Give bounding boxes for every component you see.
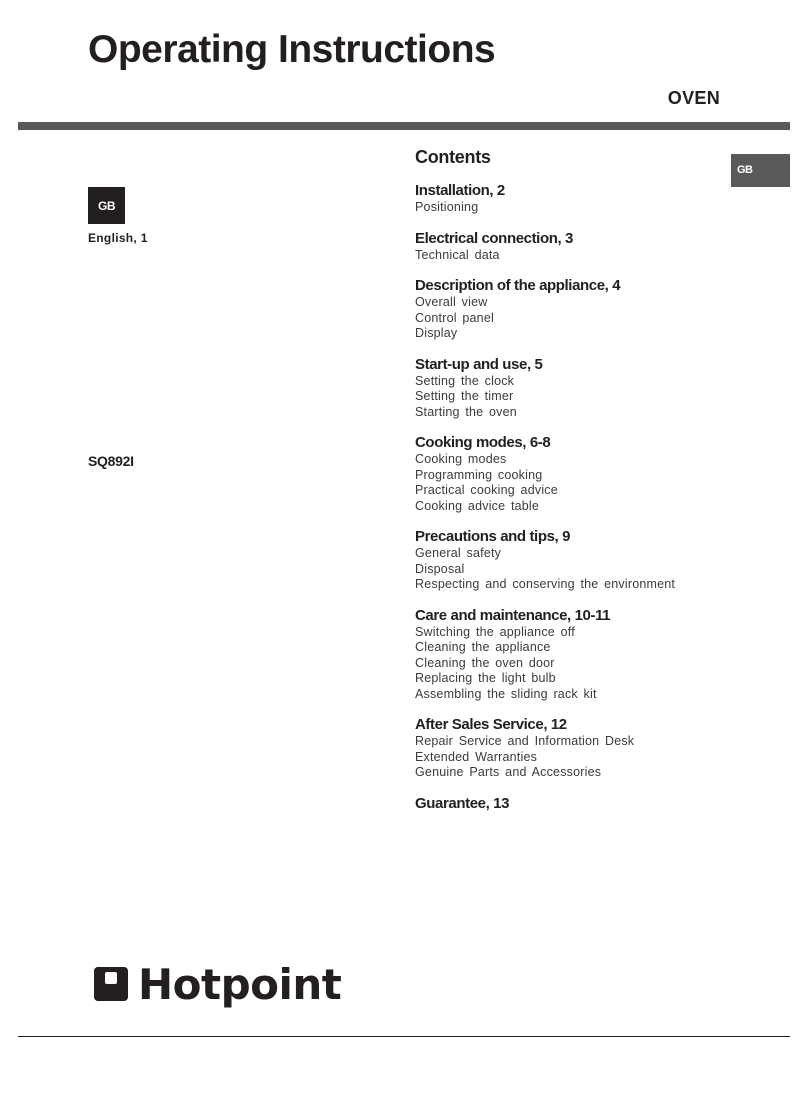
contents-subsection: Replacing the light bulb <box>415 671 556 685</box>
contents-subsection: Setting the timer <box>415 389 514 403</box>
contents-section-title: Care and maintenance, 10-11 <box>415 606 611 624</box>
contents-subsection: Cooking modes <box>415 452 507 466</box>
contents-subsection: Setting the clock <box>415 373 515 388</box>
contents-section-title: Cooking modes, 6-8 <box>415 434 551 451</box>
contents-section-title: After Sales Service, 12 <box>415 716 567 733</box>
contents-section-title: Guarantee, 13 <box>415 794 510 812</box>
contents-section-title: Electrical connection, 3 <box>415 229 573 247</box>
contents-subsection: General safety <box>415 546 502 560</box>
language-side-tab: GB <box>731 154 790 187</box>
contents-section <box>415 356 715 421</box>
brand-logo <box>94 959 342 1009</box>
contents-section <box>415 182 715 216</box>
model-number: SQ892I <box>88 453 134 469</box>
product-type: OVEN <box>667 88 720 108</box>
contents-subsection: Repair Service and Information Desk <box>415 734 635 748</box>
contents-section-title: Installation, 2 <box>415 182 505 199</box>
contents-subsection: Genuine Parts and Accessories <box>415 765 602 779</box>
contents-subsection: Respecting and conserving the environment <box>415 577 676 591</box>
contents-subsection: Control panel <box>415 310 494 325</box>
page-title: Operating Instructions <box>88 28 496 71</box>
contents-subsection: Display <box>415 326 458 340</box>
contents-subsection: Overall view <box>415 295 488 309</box>
contents-subsection: Disposal <box>415 561 465 576</box>
language-entry: English, 1 <box>88 231 148 245</box>
language-badge: GB <box>88 187 125 224</box>
contents-sections <box>415 182 715 813</box>
contents-subsection: Positioning <box>415 200 479 214</box>
contents-section <box>415 277 715 342</box>
brand-logo-text: Hotpoint <box>138 959 342 1009</box>
contents-subsection: Cleaning the appliance <box>415 640 551 654</box>
contents-section <box>415 607 715 703</box>
contents-subsection: Starting the oven <box>415 404 517 419</box>
contents-section-title: Precautions and tips, 9 <box>415 528 571 545</box>
contents-section <box>415 230 715 264</box>
contents-section <box>415 434 715 514</box>
contents-subsection: Programming cooking <box>415 467 543 482</box>
contents-section <box>415 528 715 593</box>
table-of-contents <box>415 147 715 827</box>
contents-section <box>415 716 715 781</box>
contents-heading: Contents <box>415 147 491 167</box>
contents-subsection: Cooking advice table <box>415 498 540 513</box>
contents-section <box>415 795 715 813</box>
contents-subsection: Extended Warranties <box>415 749 538 764</box>
contents-subsection: Practical cooking advice <box>415 483 558 497</box>
contents-subsection: Technical data <box>415 247 500 262</box>
contents-section-title: Start-up and use, 5 <box>415 355 543 373</box>
contents-subsection: Cleaning the oven door <box>415 655 555 670</box>
contents-section-title: Description of the appliance, 4 <box>415 277 621 294</box>
hotpoint-logo-icon <box>94 967 128 1001</box>
header-divider <box>18 122 790 130</box>
footer-divider <box>18 1036 790 1037</box>
contents-subsection: Assembling the sliding rack kit <box>415 686 597 701</box>
contents-subsection: Switching the appliance off <box>415 624 575 639</box>
